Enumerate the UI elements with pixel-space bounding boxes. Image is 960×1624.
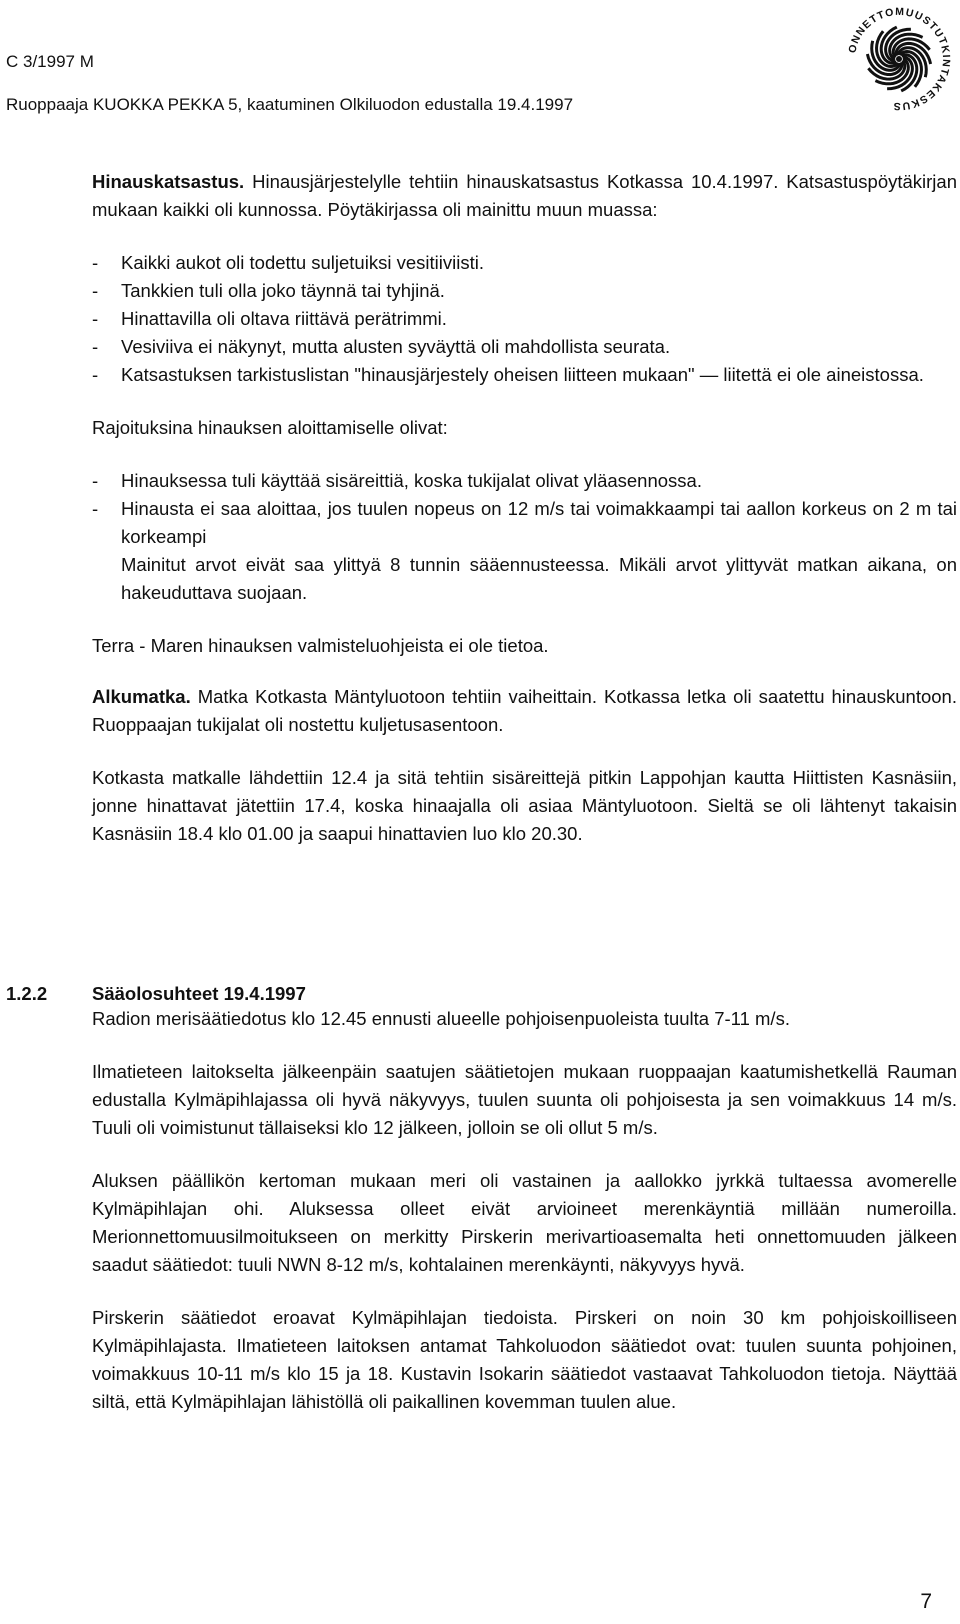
- spiral-emblem: [867, 27, 930, 91]
- paragraph-route: Kotkasta matkalle lähdettiin 12.4 ja sitä tehtiin sisäreittejä pitkin Lappohjan kautta Hiittisten Kasnäsiin, jonne hinattavat jätettiin 17.4, koska hinaajalla oli asiaa Mäntyluotoon. Sieltä se oli lähtenyt takaisin Kasnäsiin 18.4 klo 01.00 ja saapui hinattavien luo klo 20.30.: [92, 767, 957, 844]
- page-number: 7: [920, 1590, 932, 1613]
- section-number: 1.2.2: [6, 983, 48, 1004]
- list-item: - Hinattavilla oli oltava riittävä perätrimmi.: [92, 308, 447, 329]
- list-item: - Kaikki aukot oli todettu suljetuiksi vesitiiviisti.: [92, 252, 484, 273]
- list-item-text: Mainitut arvot eivät saa ylittyä 8 tunnin sääennusteessa. Mikäli arvot ylittyvät matkan aikana, on hakeuduttava suojaan.: [121, 554, 957, 603]
- list-item-text: Kaikki aukot oli todettu suljetuiksi vesitiiviisti.: [121, 252, 484, 273]
- paragraph-radio-forecast: Radion merisäätiedotus klo 12.45 ennusti alueelle pohjoisenpuoleista tuulta 7-11 m/s.: [92, 1008, 790, 1029]
- list-item-text: Tankkien tuli olla joko täynnä tai tyhjinä.: [121, 280, 445, 301]
- run-in-heading: Alkumatka.: [92, 686, 191, 707]
- logo-ring-text: ONNETTOMUUSTUTKINTAKESKUS: [846, 5, 953, 113]
- paragraph-terra-maren: Terra - Maren hinauksen valmisteluohjeista ei ole tietoa.: [92, 635, 549, 656]
- main-text: [92, 168, 957, 848]
- paragraph-restrictions: Rajoituksina hinauksen aloittamiselle olivat:: [92, 417, 448, 438]
- inspection-list: [92, 249, 957, 389]
- restrictions-list: [92, 467, 957, 607]
- list-item: - Katsastuksen tarkistuslistan "hinausjärjestely oheisen liitteen mukaan" — liitettä ei ole aineistossa.: [92, 364, 924, 385]
- paragraph-captain-report: Aluksen päällikön kertoman mukaan meri oli vastainen ja aallokko jyrkkä tultaessa avomerelle Kylmäpihlajan ohi. Aluksessa olleet eivät arvioineet merenkäyntiä millään numeroilla. Merionnettomuusilmoitukseen on merkitty Pirskerin merivartioasemalta heti onnettomuuden jälkeen saadut säätiedot: tuuli NWN 8-12 m/s, kohtalainen merenkäynti, näkyvyys hyvä.: [92, 1170, 957, 1275]
- list-item: - Tankkien tuli olla joko täynnä tai tyhjinä.: [92, 280, 445, 301]
- report-title: Ruoppaaja KUOKKA PEKKA 5, kaatuminen Olkiluodon edustalla 19.4.1997: [6, 95, 574, 114]
- paragraph-hinauskatsastus: [92, 168, 957, 224]
- list-item-text: Hinauksessa tuli käyttää sisäreittiä, koska tukijalat olivat yläasennossa.: [121, 470, 702, 491]
- list-item-text: Vesiviiva ei näkynyt, mutta alusten syväyttä oli mahdollista seurata.: [121, 336, 671, 357]
- paragraph-text: Hinausjärjestelylle tehtiin hinauskatsastus Kotkassa 10.4.1997. Katsastuspöytäkirjan mukaan kaikki oli kunnossa. Pöytäkirjassa oli mainittu muun muassa:: [92, 171, 957, 220]
- paragraph-meteorological-institute: Ilmatieteen laitokselta jälkeenpäin saatujen säätietojen mukaan ruoppaajan kaatumishetkellä Rauman edustalla Kylmäpihlajassa oli hyvä näkyvyys, tuulen suunta oli pohjoisesta ja sen voimakkuus 14 m/s. Tuuli oli voimistunut tällaiseksi klo 12 jälkeen, jolloin se oli ollut 5 m/s.: [92, 1061, 957, 1138]
- paragraph-text: Matka Kotkasta Mäntyluotoon tehtiin vaiheittain. Kotkassa letka oli saatettu hinauskuntoon. Ruoppaajan tukijalat oli nostettu kuljetusasentoon.: [92, 686, 957, 735]
- list-item-text: Hinausta ei saa aloittaa, jos tuulen nopeus on 12 m/s tai voimakkaampi tai aallon korkeus on 2 m tai korkeampi: [121, 498, 957, 547]
- list-item-text: Hinattavilla oli oltava riittävä perätrimmi.: [121, 308, 447, 329]
- list-item: - Hinausta ei saa aloittaa, jos tuulen nopeus on 12 m/s tai voimakkaampi tai aallon korkeus on 2 m tai korkeampi: [92, 498, 957, 547]
- spiral-seal-logo: [843, 3, 955, 115]
- list-item-continuation: [92, 551, 957, 607]
- section-title: Sääolosuhteet 19.4.1997: [92, 983, 306, 1004]
- list-item: - Vesiviiva ei näkynyt, mutta alusten syväyttä oli mahdollista seurata.: [92, 336, 671, 357]
- paragraph-alkumatka: [92, 683, 957, 739]
- section-heading: [6, 980, 306, 1008]
- report-id: C 3/1997 M: [6, 52, 94, 71]
- list-item-text: Katsastuksen tarkistuslistan "hinausjärjestely oheisen liitteen mukaan" — liitettä ei ole aineistossa.: [121, 364, 924, 385]
- weather-section-text: [92, 1005, 957, 1416]
- list-item: - Hinauksessa tuli käyttää sisäreittiä, koska tukijalat olivat yläasennossa.: [92, 470, 702, 491]
- paragraph-pirskeri-data: Pirskerin säätiedot eroavat Kylmäpihlajan tiedoista. Pirskeri on noin 30 km pohjoiskoilliseen Kylmäpihlajasta. Ilmatieteen laitoksen antamat Tahkoluodon säätiedot ovat: tuulen suunta pohjoinen, voimakkuus 10-11 m/s klo 15 ja 18. Kustavin Isokarin säätiedot vastaavat Tahkoluodon tietoja. Näyttää siltä, että Kylmäpihlajan lähistöllä oli paikallinen kovemman tuulen alue.: [92, 1307, 957, 1412]
- spiral-center: [896, 56, 902, 62]
- run-in-heading: Hinauskatsastus.: [92, 171, 245, 192]
